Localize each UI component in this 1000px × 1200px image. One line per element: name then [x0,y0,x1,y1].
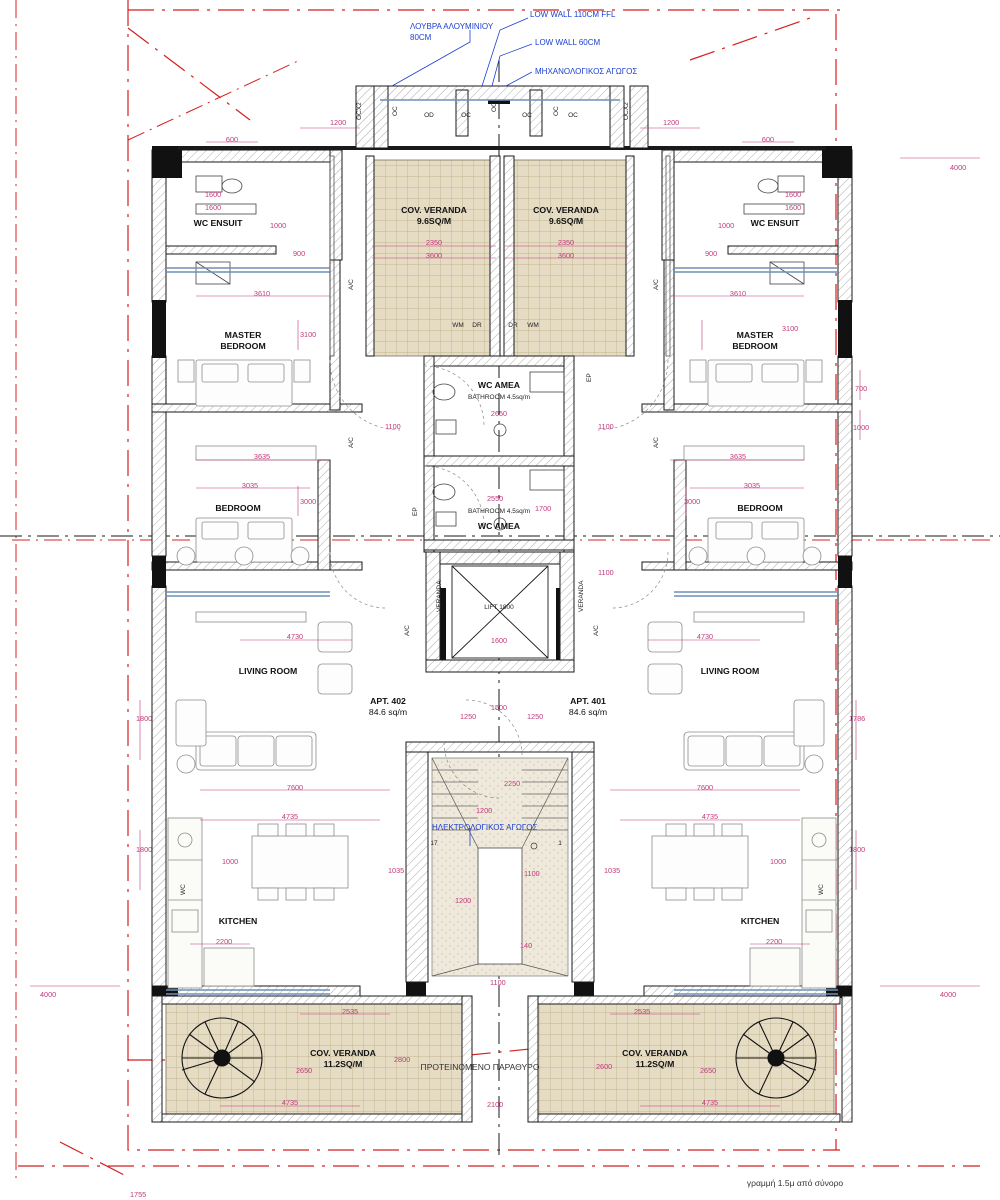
dimension-label: 2650 [296,1066,313,1075]
room-label [215,503,260,514]
dimension-label: 4735 [281,1098,299,1107]
dimension-label: 7600 [286,783,304,792]
dimension-label: 1800 [136,714,153,723]
dimension-label: 1250 [460,712,477,721]
vertical-tag: OC [553,106,560,116]
dimension-label: 3600 [425,251,443,260]
dimension-label: 3635 [729,452,747,461]
dimension-label: 1035 [604,866,621,875]
dimension-label: 2650 [700,1066,717,1075]
dimension-label: 4735 [281,812,299,821]
dimension-label: 2550 [487,494,504,503]
room-name: COV. VERANDA [622,1048,688,1058]
dimension-label: 4730 [286,632,304,641]
fixture-label: WM [527,322,539,329]
room-area: BEDROOM [732,341,778,351]
apartment-label [569,696,607,718]
room-name: COV. VERANDA [533,205,599,215]
fixture-label: LIFT 1800 [484,604,514,611]
dimension-label: 1600 [205,203,222,212]
dimension-label: 3000 [300,497,317,506]
dimension-label: 1000 [222,857,239,866]
dimension-label: 1000 [853,423,870,432]
apartment-number: APT. 402 [370,696,406,706]
dimension-label: 2600 [596,1062,613,1071]
vertical-tag: A/C [348,279,355,290]
room-label [194,218,243,229]
room-area: BEDROOM [220,341,266,351]
room-label [239,666,297,677]
vertical-tag: EP [586,373,593,382]
vertical-tag: VERANDA [578,580,585,612]
room-label [701,666,759,677]
dimension-label: 1786 [849,714,866,723]
dimension-label: 4735 [701,812,719,821]
dimension-label: 3100 [782,324,799,333]
dimension-label: 1200 [663,118,680,127]
room-label [401,205,467,227]
fixture-label: DR [508,322,518,329]
greek-note: γραμμή 1.5μ από σύνορο [746,1178,844,1188]
apartment-area: 84.6 sq/m [368,707,408,717]
fixture-label: 1 [558,840,562,847]
dimension-label: 1800 [136,845,153,854]
dimension-label: 2350 [425,238,443,247]
room-label [737,503,782,514]
dimension-label: 3035 [743,481,761,490]
room-name: WC ENSUIT [750,218,800,228]
dimension-label: 1100 [490,978,506,987]
dimension-label: 700 [855,384,868,393]
vertical-tag: OCX2 [356,102,363,120]
dimension-label: 2800 [394,1055,411,1064]
dimension-label: 3635 [253,452,271,461]
dimension-label: 900 [705,249,718,258]
room-name: MASTER [224,330,262,340]
room-area: 11.2SQ/M [635,1059,675,1069]
dimension-label: 2200 [216,937,233,946]
room-name: LIVING ROOM [700,666,760,676]
dimension-label: 3035 [241,481,259,490]
dimension-label: 1000 [718,221,735,230]
dimension-label: 1600 [490,636,508,645]
dimension-label: 1755 [130,1190,147,1199]
vertical-tag: A/C [348,437,355,448]
dimension-label: 1100 [598,568,614,577]
fixture-label: 17 [430,840,438,847]
fixture-label: OD [424,112,434,119]
room-area: 11.2SQ/M [323,1059,363,1069]
dimension-label: 1200 [330,118,347,127]
apartment-area: 84.6 sq/m [568,707,608,717]
room-label [741,916,780,927]
dimension-label: 4000 [950,163,967,172]
vertical-tag: A/C [593,625,600,636]
vertical-tag: WC [180,884,187,895]
dimension-label: 900 [293,249,306,258]
fixture-label: DR [472,322,482,329]
room-label [622,1048,688,1070]
annotation-note: LOW WALL 60CM [535,38,601,47]
dimension-label: 1250 [527,712,544,721]
vertical-tag: A/C [653,437,660,448]
dimension-label: 1035 [388,866,405,875]
vertical-tag: EP [412,507,419,516]
room-name: LIVING ROOM [238,666,298,676]
room-label [533,205,599,227]
dimension-label: 3610 [253,289,271,298]
annotation-note: LOW WALL 110CM FFL [530,10,616,19]
dimension-label: 1600 [205,190,222,199]
dimension-label: 1000 [770,857,787,866]
dimension-label: 1100 [385,422,401,431]
room-name: WC ENSUIT [193,218,243,228]
vertical-tag: WC [818,884,825,895]
dimension-label: 600 [761,135,775,144]
dimension-label: 3100 [300,330,317,339]
dimension-label: 1000 [270,221,287,230]
room-label [220,330,265,352]
fixture-label: BATHROOM 4.5sq/m [467,394,531,401]
dimension-label: 1100 [598,422,614,431]
dimension-label: 600 [225,135,239,144]
room-name: MASTER [736,330,774,340]
dimension-label: 1600 [785,203,802,212]
dimension-label: 1700 [535,504,552,513]
room-name: KITCHEN [740,916,780,926]
vertical-tag: A/C [653,279,660,290]
fixture-label: WM [452,322,464,329]
dimension-label: 2535 [342,1007,359,1016]
room-label [732,330,777,352]
dimension-label: 2535 [634,1007,651,1016]
dimension-label: 4735 [701,1098,719,1107]
room-name: BEDROOM [215,503,261,513]
dimension-label: 1200 [455,896,472,905]
dimension-label: 1500 [490,703,508,712]
apartment-number: APT. 401 [570,696,606,706]
room-label [478,380,520,391]
room-label [478,521,520,532]
dimension-label: 2250 [504,779,521,788]
dimension-label: 1800 [849,845,866,854]
dimension-label: 3610 [729,289,747,298]
room-label [219,916,258,927]
dimension-label: 7600 [696,783,714,792]
dimension-label: 1200 [476,806,493,815]
dimension-label: 2200 [766,937,783,946]
room-area: 9.6SQ/M [416,216,452,226]
room-area: 9.6SQ/M [548,216,584,226]
fixture-label: BATHROOM 4.5sq/m [467,508,531,515]
greek-note: ΠΡΟΤΕΙΝΟΜΕΝΟ ΠΑΡΑΘΥΡΟ [420,1062,540,1072]
vertical-tag: OC [392,106,399,116]
dimension-label: 1600 [785,190,802,199]
fixture-label: OC [522,112,532,119]
room-label [310,1048,376,1070]
room-name: COV. VERANDA [401,205,467,215]
room-name: BEDROOM [737,503,783,513]
vertical-tag: VERANDA [436,580,443,612]
fixture-label: OC [568,112,578,119]
dimension-label: 4000 [40,990,57,999]
room-name: WC AMEA [477,521,521,531]
dimension-label: 3600 [557,251,575,260]
fixture-label: OC [461,112,471,119]
annotation-note: ΛΟΥΒΡΑ ΑΛΟΥΜΙΝΙΟΥ [410,22,494,31]
room-name: WC AMEA [477,380,521,390]
dimension-label: 2650 [490,409,508,418]
annotation-note: ΗΛΕΚΤΡΟΛΟΓΙΚΟΣ ΑΓΩΓΟΣ [432,823,538,832]
room-name: COV. VERANDA [310,1048,376,1058]
room-name: KITCHEN [218,916,258,926]
annotation-note: 80CM [410,33,432,42]
room-label [751,218,800,229]
vertical-tag: OCX2 [623,102,630,120]
vertical-tag: OC [491,102,498,112]
apartment-label [369,696,407,718]
dimension-label: 1100 [524,869,540,878]
dimension-label: 2350 [557,238,575,247]
dimension-label: 4000 [940,990,957,999]
dimension-label: 140 [520,941,533,950]
dimension-label: 4730 [696,632,714,641]
dimension-label: 3000 [684,497,701,506]
vertical-tag: A/C [404,625,411,636]
dimension-label: 2100 [487,1100,504,1109]
annotation-note: ΜΗΧΑΝΟΛΟΓΙΚΟΣ ΑΓΩΓΟΣ [535,67,638,76]
